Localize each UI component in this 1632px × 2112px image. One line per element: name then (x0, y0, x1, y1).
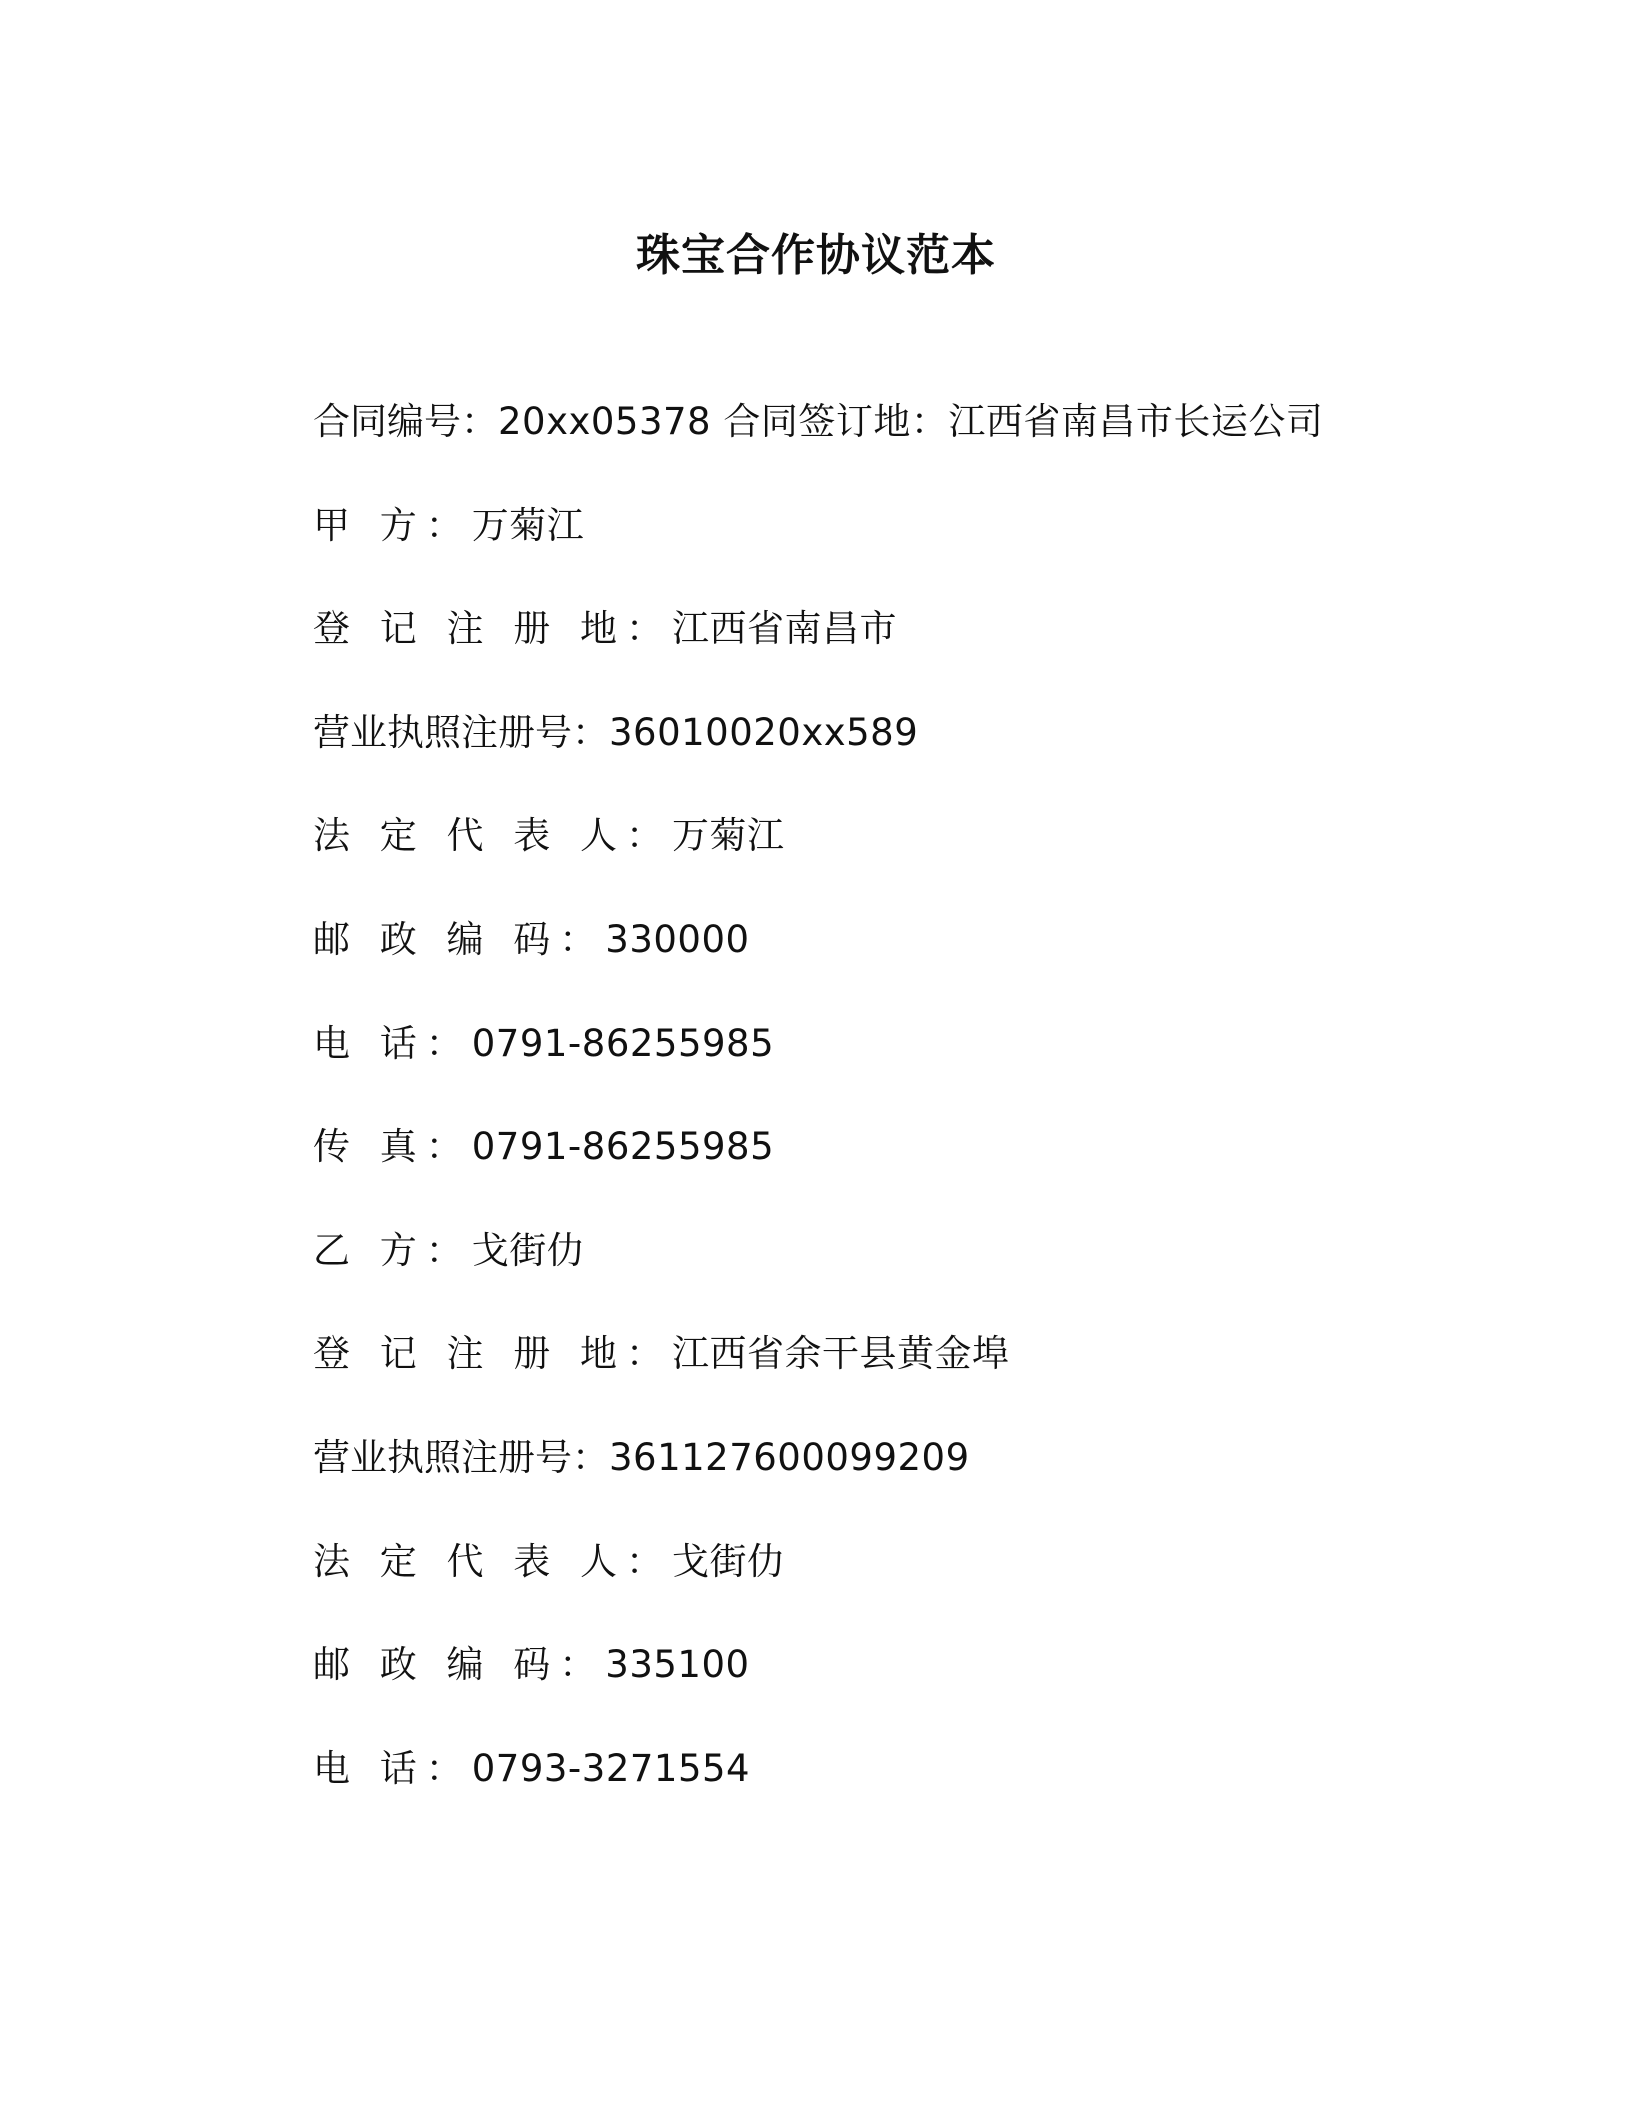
party-info-list (313, 394, 1323, 1844)
document-title: 珠宝合作协议范本 (636, 230, 996, 281)
line-label: 乙 方： (313, 1228, 472, 1272)
party-a-phone-line (313, 1016, 1323, 1120)
line-label: 营业执照注册号： (313, 710, 609, 754)
line-label: 法 定 代 表 人： (313, 814, 673, 858)
line-label: 营业执照注册号： (313, 1435, 609, 1479)
line-value: 戈街仂 (471, 1228, 585, 1272)
line-label: 法 定 代 表 人： (313, 1539, 673, 1583)
line-value: 江西省南昌市 (672, 607, 898, 651)
line-value: 万菊江 (471, 503, 585, 547)
party-a-line (313, 498, 1323, 602)
party-b-legal-representative-line (313, 1534, 1323, 1638)
party-b-line (313, 1223, 1323, 1327)
line-value: 361127600099209 (609, 1435, 970, 1479)
line-label: 登 记 注 册 地： (313, 1332, 673, 1376)
party-b-registered-address-line (313, 1326, 1323, 1430)
party-a-postal-code-line (313, 912, 1323, 1016)
line-value: 335100 (605, 1643, 750, 1687)
line-label: 甲 方： (313, 503, 472, 547)
party-a-registered-address-line (313, 601, 1323, 705)
party-a-fax-line (313, 1119, 1323, 1223)
line-label: 邮 政 编 码： (313, 1643, 606, 1687)
line-value: 万菊江 (672, 814, 785, 858)
contract-number-line (313, 394, 1323, 498)
line-label: 合同编号： (313, 400, 498, 443)
line-value: 36010020xx589 (609, 710, 919, 754)
line-value: 330000 (605, 917, 750, 961)
line-value: 0791-86255985 (471, 1021, 775, 1065)
line-value: 0793-3271554 (471, 1746, 751, 1790)
line-label: 电 话： (313, 1021, 472, 1065)
line-value: 0791-86255985 (471, 1125, 775, 1169)
party-b-postal-code-line (313, 1637, 1323, 1741)
line-label: 电 话： (313, 1746, 472, 1790)
line-label: 登 记 注 册 地： (313, 607, 673, 651)
line-value: 20xx05378 合同签订地：江西省南昌市长运公司 (498, 400, 1324, 443)
line-label: 邮 政 编 码： (313, 917, 606, 961)
party-a-legal-representative-line (313, 808, 1323, 912)
party-a-license-number-line (313, 705, 1323, 809)
line-value: 江西省余干县黄金埠 (672, 1332, 1010, 1376)
party-b-phone-line (313, 1741, 1323, 1845)
line-value: 戈街仂 (672, 1539, 785, 1583)
line-label: 传 真： (313, 1125, 472, 1169)
party-b-license-number-line (313, 1430, 1323, 1534)
